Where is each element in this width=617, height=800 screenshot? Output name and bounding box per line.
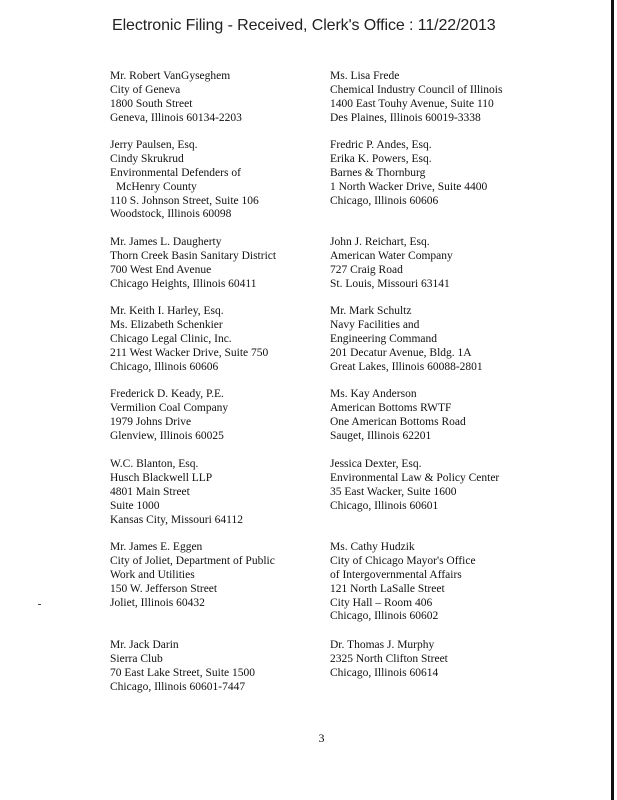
address-line: Cindy Skrukrud: [110, 152, 184, 165]
address-line: 727 Craig Road: [330, 263, 403, 276]
address-line: Mr. Mark Schultz: [330, 305, 412, 317]
address-line: 4801 Main Street: [110, 485, 190, 498]
address-line: Great Lakes, Illinois 60088-2801: [330, 360, 483, 373]
address-line: Chicago, Illinois 60614: [330, 666, 439, 679]
address-line: Chicago, Illinois 60601: [330, 499, 439, 512]
address-line: Mr. Robert VanGyseghem: [110, 70, 231, 82]
address-line: Mr. James L. Daugherty: [110, 236, 222, 248]
scan-speck: [38, 604, 41, 605]
address-line: Jessica Dexter, Esq.: [330, 458, 422, 470]
address-block: [330, 388, 545, 444]
address-line: 150 W. Jefferson Street: [110, 582, 218, 595]
address-block: [110, 139, 325, 222]
address-line: Kansas City, Missouri 64112: [110, 513, 243, 526]
address-block: [330, 541, 545, 624]
address-block: [110, 541, 325, 610]
address-line: One American Bottoms Road: [330, 415, 466, 428]
address-line: Mr. Keith I. Harley, Esq.: [110, 305, 224, 317]
address-line: Mr. James E. Eggen: [110, 541, 203, 553]
address-line: St. Louis, Missouri 63141: [330, 277, 450, 290]
address-block: [330, 139, 545, 208]
address-line: 2325 North Clifton Street: [330, 652, 448, 665]
address-line: American Bottoms RWTF: [330, 401, 452, 414]
page-edge-border: [611, 0, 614, 800]
address-block: [330, 458, 545, 514]
address-line: Chicago, Illinois 60606: [110, 360, 219, 373]
address-block: [330, 639, 545, 681]
address-line: City of Chicago Mayor's Office: [330, 554, 476, 567]
address-line: Joliet, Illinois 60432: [110, 596, 205, 609]
address-line: Ms. Kay Anderson: [330, 388, 417, 400]
address-line: Suite 1000: [110, 499, 160, 512]
address-block: [110, 458, 325, 527]
address-line: 35 East Wacker, Suite 1600: [330, 485, 457, 498]
address-line: 700 West End Avenue: [110, 263, 212, 276]
address-line: Chicago, Illinois 60602: [330, 610, 439, 623]
address-block: [330, 70, 545, 126]
address-line: 1 North Wacker Drive, Suite 4400: [330, 180, 488, 193]
address-line: W.C. Blanton, Esq.: [110, 458, 199, 470]
address-line: Ms. Cathy Hudzik: [330, 541, 415, 553]
address-line: Ms. Lisa Frede: [330, 70, 400, 82]
address-line: Chicago, Illinois 60601-7447: [110, 680, 246, 693]
address-line: Woodstock, Illinois 60098: [110, 208, 232, 221]
address-line: 211 West Wacker Drive, Suite 750: [110, 346, 269, 359]
address-line: Chicago Legal Clinic, Inc.: [110, 332, 232, 345]
address-line: Chicago, Illinois 60606: [330, 194, 439, 207]
address-line: City Hall – Room 406: [330, 596, 433, 609]
address-line: Geneva, Illinois 60134-2203: [110, 111, 242, 124]
address-line: Sierra Club: [110, 652, 163, 665]
address-line: Glenview, Illinois 60025: [110, 429, 224, 442]
address-line: Environmental Law & Policy Center: [330, 471, 500, 484]
address-line: City of Joliet, Department of Public: [110, 554, 275, 567]
filing-header: Electronic Filing - Received, Clerk's Office : 11/22/2013: [112, 17, 496, 34]
address-line: City of Geneva: [110, 83, 181, 96]
address-line: 70 East Lake Street, Suite 1500: [110, 666, 255, 679]
address-line: Ms. Elizabeth Schenkier: [110, 318, 223, 331]
address-line: 1400 East Touhy Avenue, Suite 110: [330, 97, 494, 110]
address-block: [110, 305, 325, 374]
address-line: Jerry Paulsen, Esq.: [110, 139, 198, 151]
address-block: [330, 305, 545, 374]
address-line: 201 Decatur Avenue, Bldg. 1A: [330, 346, 472, 359]
address-line: Engineering Command: [330, 332, 437, 345]
address-line: Navy Facilities and: [330, 318, 420, 331]
address-line: Chicago Heights, Illinois 60411: [110, 277, 257, 290]
address-line: Barnes & Thornburg: [330, 166, 426, 179]
address-line: Chemical Industry Council of Illinois: [330, 83, 503, 96]
address-line: of Intergovernmental Affairs: [330, 568, 462, 581]
page-number: 3: [318, 731, 325, 745]
address-line: Frederick D. Keady, P.E.: [110, 388, 224, 400]
address-line: 1979 Johns Drive: [110, 415, 192, 428]
address-block: [330, 236, 545, 292]
address-block: [110, 236, 325, 292]
address-line: Work and Utilities: [110, 568, 195, 581]
address-line: Fredric P. Andes, Esq.: [330, 139, 432, 151]
address-line: Husch Blackwell LLP: [110, 471, 213, 484]
address-block: [110, 639, 325, 695]
address-line: Mr. Jack Darin: [110, 639, 179, 651]
address-line: Erika K. Powers, Esq.: [330, 152, 432, 165]
address-line: Dr. Thomas J. Murphy: [330, 639, 435, 651]
address-line: Thorn Creek Basin Sanitary District: [110, 249, 277, 262]
address-line: American Water Company: [330, 249, 453, 262]
address-line: 1800 South Street: [110, 97, 193, 110]
address-line: 110 S. Johnson Street, Suite 106: [110, 194, 259, 207]
address-line: Vermilion Coal Company: [110, 401, 229, 414]
address-block: [110, 70, 325, 126]
address-line: John J. Reichart, Esq.: [330, 236, 430, 248]
address-line: 121 North LaSalle Street: [330, 582, 445, 595]
address-line: Sauget, Illinois 62201: [330, 429, 432, 442]
address-line: Des Plaines, Illinois 60019-3338: [330, 111, 481, 124]
address-block: [110, 388, 325, 444]
address-line: Environmental Defenders of: [110, 166, 241, 179]
address-line: McHenry County: [116, 180, 197, 193]
